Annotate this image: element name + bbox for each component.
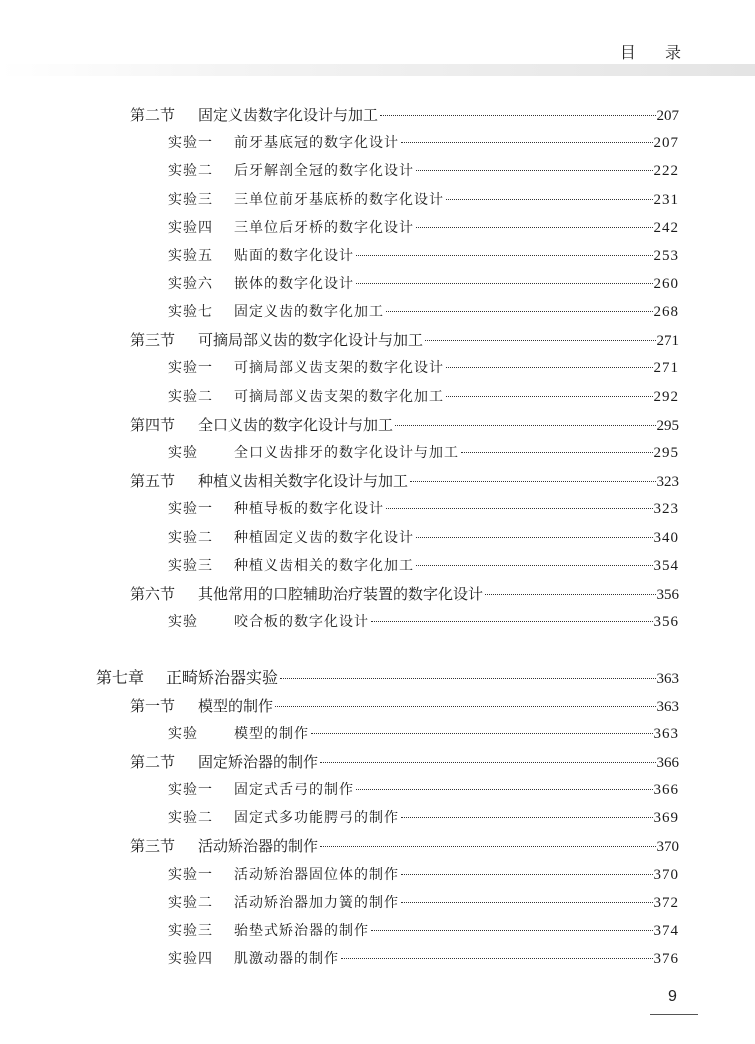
toc-experiment-entry[interactable]	[168, 385, 679, 409]
toc-dot-leader	[395, 411, 655, 426]
toc-entry-label	[168, 441, 459, 465]
toc-entry-page: 372	[653, 895, 679, 911]
toc-chapter-entry[interactable]	[96, 666, 679, 690]
toc-entry-label	[168, 188, 444, 212]
toc-experiment-entry[interactable]	[168, 947, 679, 971]
toc-entry-page: 323	[656, 474, 679, 490]
toc-dot-leader	[410, 467, 655, 482]
footer-rule	[650, 1014, 698, 1015]
toc-entry-number: 第三节	[130, 837, 176, 855]
toc-entry-label	[168, 216, 414, 240]
toc-entry-label	[168, 131, 399, 155]
toc-entry-page: 363	[653, 726, 679, 742]
toc-dot-leader	[386, 297, 653, 312]
toc-dot-leader	[446, 353, 653, 368]
toc-entry-page: 271	[653, 360, 679, 376]
toc-entry-number: 第二节	[130, 753, 176, 771]
toc-experiment-entry[interactable]	[168, 497, 679, 521]
toc-entry-label	[168, 244, 354, 268]
toc-entry-number: 实验二	[168, 530, 213, 546]
page-number: 9	[668, 988, 677, 1005]
toc-entry-label	[168, 385, 444, 409]
toc-dot-leader	[356, 269, 653, 284]
toc-dot-leader	[416, 551, 653, 566]
toc-dot-leader	[341, 944, 653, 959]
toc-experiment-entry[interactable]	[168, 441, 679, 465]
toc-entry-number: 实验三	[168, 923, 213, 939]
toc-experiment-entry[interactable]	[168, 244, 679, 268]
toc-entry-title: 模型的制作	[198, 697, 274, 715]
toc-dot-leader	[416, 156, 653, 171]
toc-dot-leader	[416, 213, 653, 228]
toc-entry-number: 实验一	[168, 867, 213, 883]
toc-experiment-entry[interactable]	[168, 216, 679, 240]
toc-entry-number: 实验一	[168, 360, 213, 376]
toc-entry-number: 第一节	[130, 697, 176, 715]
toc-entry-label	[168, 526, 414, 550]
toc-dot-leader	[386, 494, 653, 509]
toc-section-entry[interactable]	[130, 582, 679, 606]
toc-entry-title: 正畸矫治器实验	[166, 668, 279, 687]
toc-entry-page: 222	[653, 163, 679, 179]
toc-entry-title: 模型的制作	[234, 726, 309, 742]
toc-section-entry[interactable]	[130, 750, 679, 774]
toc-entry-number: 实验三	[168, 558, 213, 574]
toc-section-entry[interactable]	[130, 328, 679, 352]
toc-dot-leader	[446, 185, 653, 200]
toc-dot-leader	[425, 326, 655, 341]
toc-entry-label	[168, 497, 384, 521]
toc-dot-leader	[320, 832, 655, 847]
toc-entry-label	[130, 750, 318, 774]
toc-entry-title: 活动矫治器加力簧的制作	[234, 895, 399, 911]
toc-entry-page: 366	[656, 755, 679, 771]
toc-experiment-entry[interactable]	[168, 300, 679, 324]
toc-dot-leader	[280, 664, 655, 679]
toc-entry-label	[168, 356, 444, 380]
toc-entry-label	[168, 722, 309, 746]
toc-entry-number: 实验	[168, 445, 198, 461]
toc-dot-leader	[446, 382, 653, 397]
toc-entry-number: 实验二	[168, 163, 213, 179]
toc-experiment-entry[interactable]	[168, 919, 679, 943]
toc-entry-title: 种植固定义齿的数字化设计	[234, 530, 414, 546]
toc-entry-title: 肌激动器的制作	[234, 951, 339, 967]
toc-entry-page: 363	[656, 699, 679, 715]
toc-entry-number: 实验四	[168, 951, 213, 967]
toc-section-entry[interactable]	[130, 413, 679, 437]
toc-entry-label	[130, 328, 423, 352]
toc-dot-leader	[320, 748, 655, 763]
toc-entry-label	[168, 272, 354, 296]
toc-experiment-entry[interactable]	[168, 778, 679, 802]
toc-experiment-entry[interactable]	[168, 610, 679, 634]
toc-entry-label	[130, 103, 378, 127]
toc-entry-label	[130, 413, 393, 437]
toc-entry-number: 实验一	[168, 782, 213, 798]
toc-entry-title: 种植导板的数字化设计	[234, 501, 384, 517]
toc-dot-leader	[371, 916, 653, 931]
toc-entry-page: 369	[653, 810, 679, 826]
toc-section-entry[interactable]	[130, 469, 679, 493]
toc-entry-title: 可摘局部义齿支架的数字化加工	[234, 389, 444, 405]
toc-section-entry[interactable]	[130, 694, 679, 718]
toc-entry-label	[130, 694, 273, 718]
toc-entry-title: 固定矫治器的制作	[198, 753, 319, 771]
toc-entry-title: 前牙基底冠的数字化设计	[234, 135, 399, 151]
toc-experiment-entry[interactable]	[168, 806, 679, 830]
toc-entry-title: 可摘局部义齿的数字化设计与加工	[198, 331, 424, 349]
toc-entry-page: 207	[653, 135, 679, 151]
toc-entry-title: 活动矫治器固位体的制作	[234, 867, 399, 883]
toc-entry-label	[168, 159, 414, 183]
toc-entry-label	[130, 582, 483, 606]
toc-entry-number: 实验二	[168, 810, 213, 826]
toc-entry-number: 第六节	[130, 585, 176, 603]
toc-dot-leader	[275, 692, 655, 707]
toc-entry-title: 全口义齿的数字化设计与加工	[198, 416, 394, 434]
toc-entry-number: 第二节	[130, 106, 176, 124]
toc-entry-page: 207	[656, 108, 679, 124]
toc-experiment-entry[interactable]	[168, 356, 679, 380]
toc-entry-label	[168, 300, 384, 324]
toc-dot-leader	[401, 803, 653, 818]
toc-dot-leader	[461, 438, 653, 453]
toc-entry-title: 固定式多功能腭弓的制作	[234, 810, 399, 826]
toc-experiment-entry[interactable]	[168, 272, 679, 296]
toc-entry-page: 363	[656, 671, 679, 687]
toc-dot-leader	[356, 775, 653, 790]
toc-entry-title: 固定义齿数字化设计与加工	[198, 106, 379, 124]
toc-entry-label	[168, 863, 399, 887]
toc-entry-page: 295	[653, 445, 679, 461]
toc-entry-label	[96, 666, 278, 690]
toc-entry-number: 实验二	[168, 389, 213, 405]
toc-entry-label	[168, 610, 369, 634]
toc-entry-number: 第七章	[96, 668, 145, 687]
toc-entry-number: 实验	[168, 614, 198, 630]
toc-entry-number: 实验一	[168, 135, 213, 151]
toc-entry-page: 242	[653, 220, 679, 236]
toc-entry-page: 370	[653, 867, 679, 883]
toc-entry-title: 固定义齿的数字化加工	[234, 304, 384, 320]
toc-entry-page: 376	[653, 951, 679, 967]
header-gradient-bar	[0, 64, 755, 76]
toc-entry-page: 356	[656, 587, 679, 603]
toc-entry-label	[168, 554, 414, 578]
toc-dot-leader	[371, 607, 653, 622]
toc-entry-label	[130, 469, 408, 493]
toc-entry-title: 三单位后牙桥的数字化设计	[234, 220, 414, 236]
toc-section-entry[interactable]	[130, 103, 679, 127]
toc-entry-label	[130, 834, 318, 858]
toc-entry-page: 354	[653, 558, 679, 574]
toc-entry-title: 种植义齿相关数字化设计与加工	[198, 472, 409, 490]
toc-entry-title: 骀垫式矫治器的制作	[234, 923, 369, 939]
toc-entry-page: 356	[653, 614, 679, 630]
toc-entry-title: 后牙解剖全冠的数字化设计	[234, 163, 414, 179]
toc-entry-page: 268	[653, 304, 679, 320]
toc-entry-number: 实验二	[168, 895, 213, 911]
toc-entry-page: 340	[653, 530, 679, 546]
toc-experiment-entry[interactable]	[168, 891, 679, 915]
toc-entry-title: 嵌体的数字化设计	[234, 276, 354, 292]
toc-entry-title: 全口义齿排牙的数字化设计与加工	[234, 445, 459, 461]
toc-dot-leader	[380, 101, 655, 116]
toc-entry-page: 260	[653, 276, 679, 292]
toc-entry-number: 实验一	[168, 501, 213, 517]
toc-entry-page: 370	[656, 839, 679, 855]
toc-entry-title: 可摘局部义齿支架的数字化设计	[234, 360, 444, 376]
toc-experiment-entry[interactable]	[168, 863, 679, 887]
toc-entry-title: 种植义齿相关的数字化加工	[234, 558, 414, 574]
toc-entry-title: 其他常用的口腔辅助治疗装置的数字化设计	[198, 585, 484, 603]
toc-entry-page: 292	[653, 389, 679, 405]
toc-entry-number: 第四节	[130, 416, 176, 434]
toc-entry-label	[168, 806, 399, 830]
toc-entry-label	[168, 778, 354, 802]
toc-entry-number: 实验四	[168, 220, 213, 236]
toc-entry-page: 295	[656, 418, 679, 434]
toc-entry-number: 实验七	[168, 304, 213, 320]
toc-experiment-entry[interactable]	[168, 159, 679, 183]
toc-entry-page: 271	[656, 333, 679, 349]
toc-entry-number: 第五节	[130, 472, 176, 490]
toc-entry-label	[168, 891, 399, 915]
toc-entry-number: 实验	[168, 726, 198, 742]
toc-entry-title: 贴面的数字化设计	[234, 248, 354, 264]
toc-entry-title: 活动矫治器的制作	[198, 837, 319, 855]
toc-experiment-entry[interactable]	[168, 526, 679, 550]
page-header	[0, 0, 755, 76]
toc-experiment-entry[interactable]	[168, 131, 679, 155]
toc-dot-leader	[401, 888, 653, 903]
toc-entry-title: 三单位前牙基底桥的数字化设计	[234, 192, 444, 208]
toc-dot-leader	[311, 719, 653, 734]
toc-entry-number: 实验五	[168, 248, 213, 264]
toc-entry-page: 374	[653, 923, 679, 939]
toc-experiment-entry[interactable]	[168, 722, 679, 746]
toc-entry-page: 366	[653, 782, 679, 798]
toc-entry-page: 253	[653, 248, 679, 264]
toc-dot-leader	[485, 580, 655, 595]
toc-experiment-entry[interactable]	[168, 188, 679, 212]
toc-entry-number: 第三节	[130, 331, 176, 349]
toc-entry-page: 231	[653, 192, 679, 208]
toc-entry-title: 固定式舌弓的制作	[234, 782, 354, 798]
toc-entry-number: 实验三	[168, 192, 213, 208]
toc-dot-leader	[416, 523, 653, 538]
toc-entry-label	[168, 919, 369, 943]
toc-entry-page: 323	[653, 501, 679, 517]
toc-entry-title: 咬合板的数字化设计	[234, 614, 369, 630]
toc-entry-label	[168, 947, 339, 971]
toc-section-entry[interactable]	[130, 834, 679, 858]
toc-dot-leader	[356, 241, 653, 256]
toc-dot-leader	[401, 860, 653, 875]
toc-dot-leader	[401, 128, 653, 143]
running-header-title: 目 录	[619, 43, 693, 62]
toc-experiment-entry[interactable]	[168, 554, 679, 578]
toc-entry-number: 实验六	[168, 276, 213, 292]
